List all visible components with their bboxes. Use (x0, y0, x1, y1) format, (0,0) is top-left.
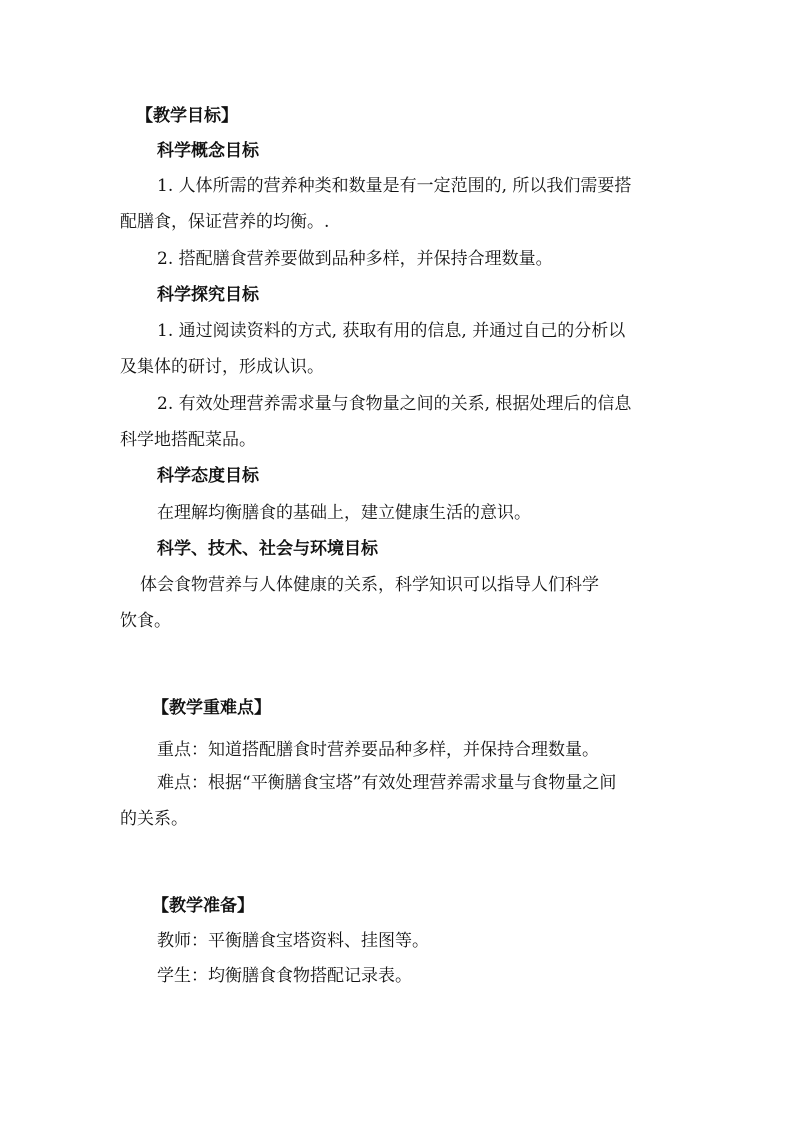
concept-item-1-line-1: 1. 人体所需的营养种类和数量是有一定范围的, 所以我们需要搭 (157, 176, 632, 196)
key-point-difficulty-line-2: 的关系。 (120, 809, 188, 829)
preparation-teacher: 教师：平衡膳食宝塔资料、挂图等。 (157, 931, 429, 951)
stse-objective-text-line-2: 饮食。 (120, 611, 171, 631)
key-point-focus: 重点：知道搭配膳食时营养要品种多样，并保持合理数量。 (157, 740, 599, 760)
concept-item-1-line-2: 配膳食，保证营养的均衡。. (120, 212, 330, 232)
attitude-objective-text: 在理解均衡膳食的基础上，建立健康生活的意识。 (157, 503, 531, 523)
key-points-heading: 【教学重难点】 (152, 698, 271, 718)
preparation-heading: 【教学准备】 (152, 896, 254, 916)
inquiry-item-2-line-1: 2. 有效处理营养需求量与食物量之间的关系, 根据处理后的信息 (157, 394, 632, 414)
objectives-heading: 【教学目标】 (136, 106, 238, 126)
attitude-objective-title: 科学态度目标 (157, 466, 259, 486)
preparation-student: 学生：均衡膳食食物搭配记录表。 (157, 966, 412, 986)
concept-objective-title: 科学概念目标 (157, 141, 259, 161)
stse-objective-text-line-1: 体会食物营养与人体健康的关系，科学知识可以指导人们科学 (140, 575, 599, 595)
inquiry-item-1-line-2: 及集体的研讨，形成认识。 (120, 357, 324, 377)
inquiry-item-1-line-1: 1. 通过阅读资料的方式, 获取有用的信息, 并通过自己的分析以 (157, 321, 626, 341)
inquiry-item-2-line-2: 科学地搭配菜品。 (120, 430, 256, 450)
key-point-difficulty-line-1: 难点：根据“平衡膳食宝塔”有效处理营养需求量与食物量之间 (157, 773, 617, 793)
concept-item-2: 2. 搭配膳食营养要做到品种多样，并保持合理数量。 (157, 249, 553, 269)
inquiry-objective-title: 科学探究目标 (157, 285, 259, 305)
stse-objective-title: 科学、技术、社会与环境目标 (157, 539, 378, 559)
